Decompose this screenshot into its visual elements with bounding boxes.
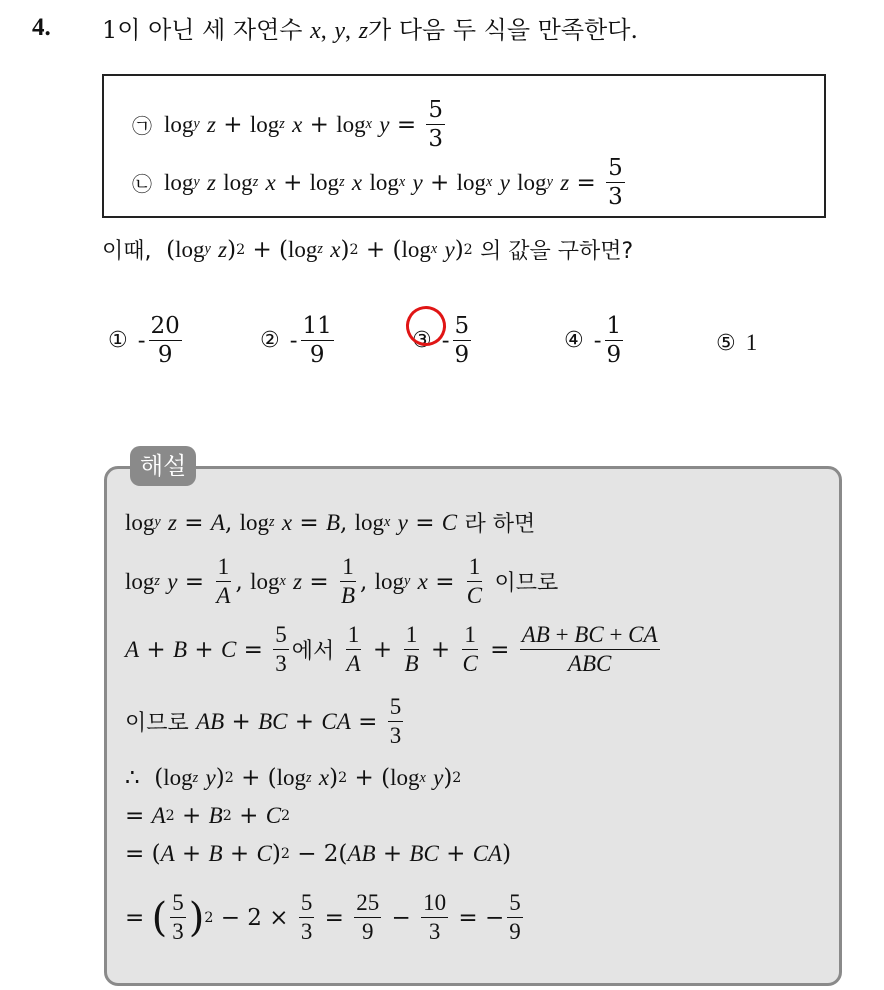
solution-tab: 해설 <box>130 446 196 486</box>
question-line: 이때, ( log y z ) 2 + ( log z x ) 2 + ( log x y ) 2 의 값을 구하면? <box>102 236 634 264</box>
solution-line-3: A + B + C = $\frac{5}{3}$ 에서 $\frac{1}{A}$ + $\frac{1}{B}$ + $\frac{1}{C}$ = $\frac{AB + BC + CA}{\text{ABC}}$ <box>125 622 658 677</box>
choice-1[interactable]: ① - $\frac{20}{9}$ <box>108 313 180 369</box>
choice-2[interactable]: ② - $\frac{11}{9}$ <box>260 313 332 369</box>
choice-4[interactable]: ④ - $\frac{1}{9}$ <box>564 313 622 369</box>
condition-2: ㉡ log y z log z x + log z x log x y + log x y log y z = $\frac{5}{3}$ <box>132 155 623 211</box>
solution-line-5: ∴ ( log z y ) 2 + ( log z x ) 2 + ( log x y ) 2 <box>125 765 462 791</box>
solution-line-4: 이므로 AB + BC + CA = $\frac{5}{3}$ <box>125 694 402 749</box>
solution-line-2: log z y = $\frac{1}{A}$ , log x z = $\frac{1}{B}$ , log y x = $\frac{1}{C}$ 이므로 <box>125 554 559 609</box>
problem-number: 4. <box>32 14 51 41</box>
solution-line-6: = A 2 + B 2 + C 2 <box>125 803 291 829</box>
problem-stem: 1이 아닌 세 자연수 x, y, z가 다음 두 식을 만족한다. <box>102 16 639 44</box>
solution-line-1: log y z = A , log z x = B , log x y = C 라 하면 <box>125 509 536 537</box>
solution-box <box>104 466 842 986</box>
solution-line-8: = ( $\frac{5}{3}$ ) 2 − 2 × $\frac{5}{3}$ = $\frac{25}{9}$ − $\frac{10}{3}$ = − $\frac{5}{9}$ <box>125 890 521 945</box>
choice-3[interactable]: ③ - $\frac{5}{9}$ <box>412 314 474 367</box>
solution-line-7: = ( A + B + C ) 2 − 2( AB + BC + CA ) <box>125 841 512 867</box>
answer-choices <box>108 314 808 384</box>
condition-1: ㉠ log y z + log z x + log x y = $\frac{5}{3}$ <box>132 97 444 153</box>
choice-5[interactable]: ⑤ 1 <box>716 330 758 356</box>
conditions-box <box>102 74 826 218</box>
